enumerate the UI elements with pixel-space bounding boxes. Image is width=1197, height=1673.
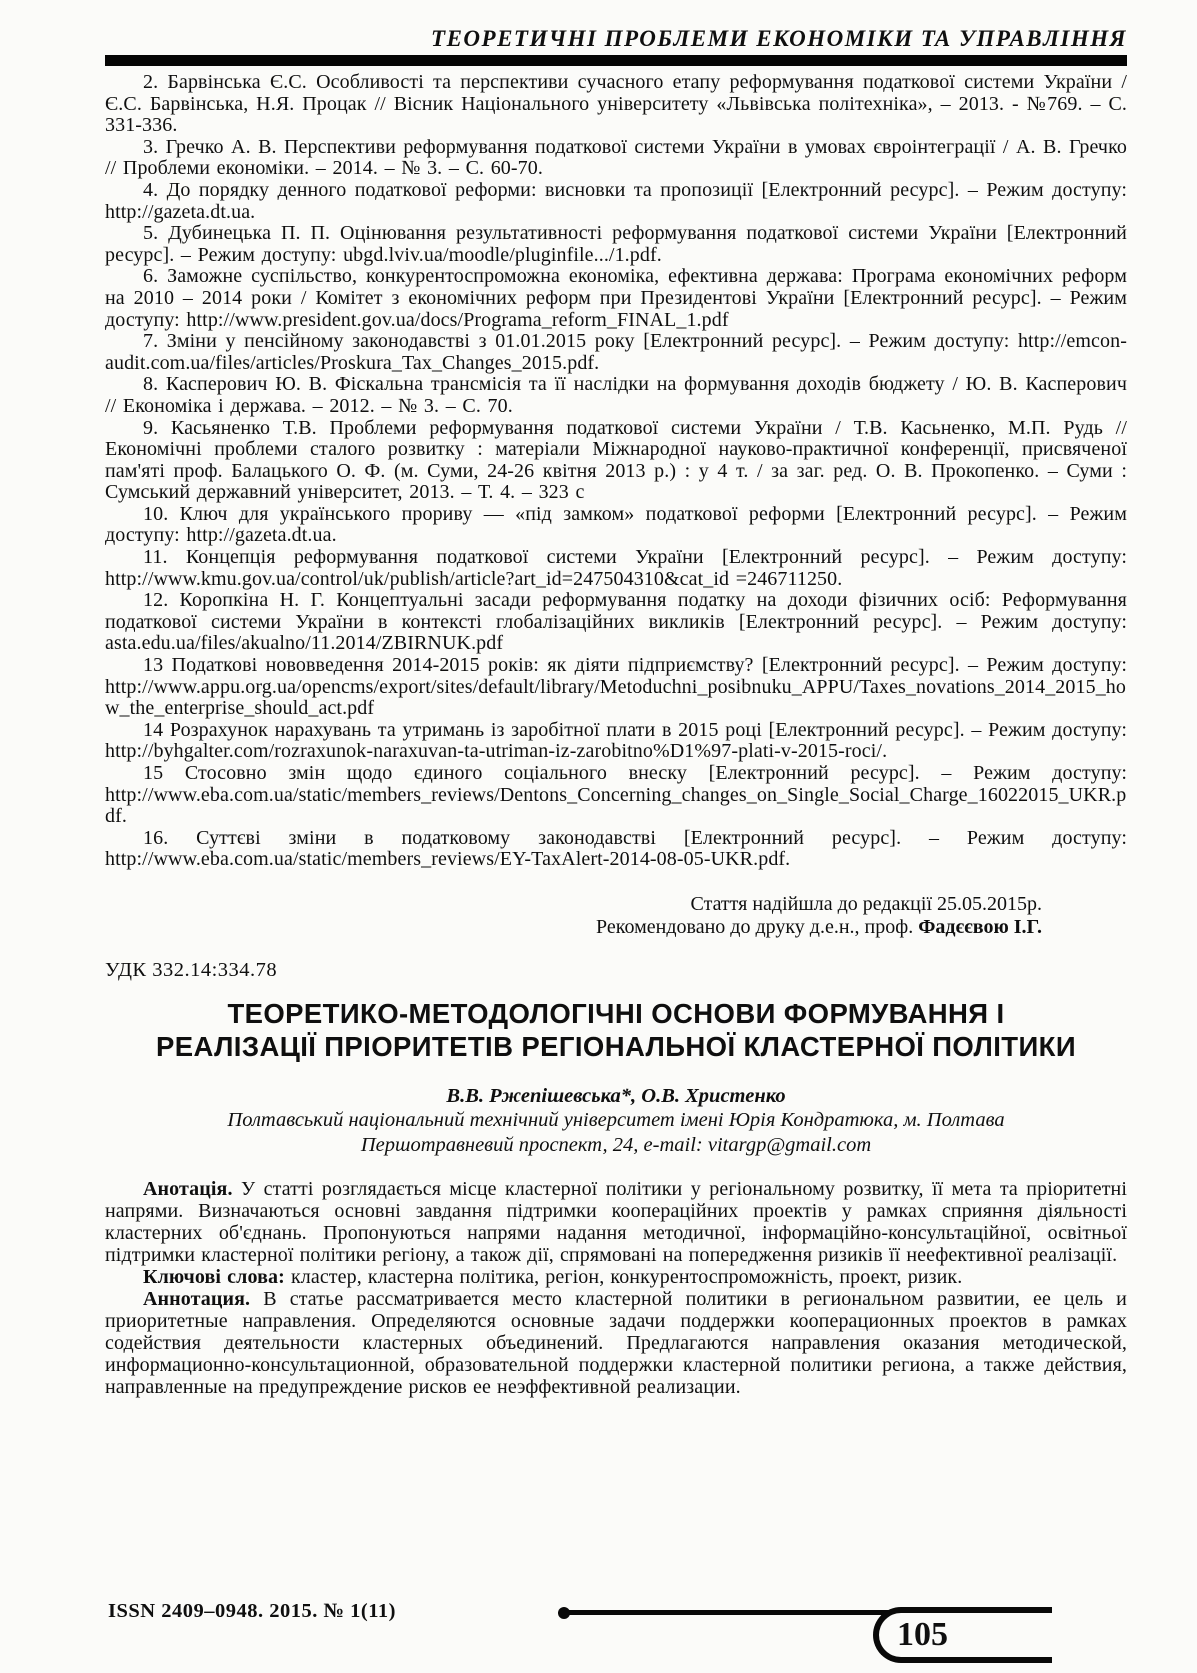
reference-item: 2. Барвінська Є.С. Особливості та перспективи сучасного етапу реформування податкової системи України / Є.С. Барвінська, Н.Я. Процак // Вісник Національного університету «Львівська політехніка», – 2013. - №769. – С. 331-336. (105, 71, 1127, 137)
page-footer (0, 1588, 1197, 1653)
article-title (105, 997, 1127, 1063)
reference-item: 5. Дубинецька П. П. Оцінювання результативності реформування податкової системи України [Електронний ресурс]. – Режим доступу: ubgd.lviv.ua/moodle/pluginfile.../1.pdf. (105, 222, 1127, 266)
reference-item: 9. Касьяненко Т.В. Проблеми реформування податкової системи України / Т.В. Касьненко, М.П. Рудь // Економічні проблеми сталого розвитку : матеріали Міжнародної науково-практичної конференції, присвяченої пам'яті проф. Балацького О. Ф. (м. Суми, 24-26 квітня 2013 р.) : у 4 т. / за заг. ред. О. В. Прокопенко. – Суми : Сумський державний університет, 2013. – Т. 4. – 323 с (105, 416, 1127, 504)
issn-label: ISSN 2409–0948. 2015. № 1(11) (108, 1600, 396, 1622)
abstract-ru-label: Аннотация. (143, 1287, 251, 1310)
abstract-ua (105, 1178, 1127, 1266)
recommended-note-prefix: Рекомендовано до друку д.е.н., проф. (596, 915, 919, 938)
abstract-ru (105, 1288, 1127, 1398)
recommended-note (105, 916, 1127, 939)
reference-item: 16. Суттєві зміни в податковому законодавстві [Електронний ресурс]. – Режим доступу: http://www.eba.com.ua/static/members_reviews/EY-TaxAlert-2014-08-05-UKR.pdf. (105, 826, 1127, 871)
reference-item: 15 Стосовно змін щодо єдиного соціального внеску [Електронний ресурс]. – Режим доступу: http://www.eba.com.ua/static/members_reviews/Dentons_Concerning_changes_on_Single_Social_Charge_16022015_UKR.pdf. (105, 762, 1127, 828)
page-number-badge (873, 1607, 1052, 1663)
reference-item: 14 Розрахунок нарахувань та утримань із заробітної плати в 2015 році [Електронний ресурс]. – Режим доступу: http://byhgalter.com/rozraxunok-naraxuvan-ta-utriman-iz-zarobitno%D1%97-plati-v-2015-roci/. (105, 718, 1127, 763)
reference-item: 7. Зміни у пенсійному законодавстві з 01.01.2015 року [Електронний ресурс]. – Режим доступу: http://emcon-audit.com.ua/files/articles/Proskura_Tax_Changes_2015.pdf. (105, 330, 1127, 374)
address-line: Першотравневий проспект, 24, e-mail: vitargp@gmail.com (360, 1133, 872, 1156)
footer-rule-dot (558, 1607, 570, 1619)
keywords-ua-label: Ключові слова: (143, 1265, 285, 1288)
reference-item: 6. Заможне суспільство, конкурентоспроможна економіка, ефективна держава: Програма економічних реформ на 2010 – 2014 роки / Комітет з економічних реформ при Президентові України [Електронний ресурс]. – Режим доступу: http://www.president.gov.ua/docs/Programa_reform_FINAL_1.pdf (105, 265, 1127, 331)
reference-item: 8. Касперович Ю. В. Фіскальна трансмісія та її наслідки на формування доходів бюджету / Ю. В. Касперович // Економіка і держава. – 2012. – № 3. – С. 70. (105, 373, 1127, 417)
references-list (105, 72, 1127, 871)
abstract-ru-text: В статье рассматривается место кластерной политики в региональном развитии, ее цель и приоритетные направления. Определяются основные задачи поддержки кооперационных проектов в рамках содействия деятельности кластерных объединений. Предлагаются направления оказания методической, информационно-консультационной, образовательной поддержки кластерной политики региона, а также действия, направленные на предупреждение рисков ее неэффективной реализации. (105, 1287, 1127, 1398)
footer-rule (562, 1610, 1048, 1653)
reference-item: 12. Коропкіна Н. Г. Концептуальні засади реформування податку на доходи фізичних осіб: Реформування податкової системи України в контексті глобалізаційних викликів [Електронний ресурс]. – Режим доступу: asta.edu.ua/files/akualno/11.2014/ZBIRNUK.pdf (105, 589, 1127, 655)
keywords-ua (105, 1266, 1127, 1288)
reference-item: 10. Ключ для українського прориву — «під замком» податкової реформи [Електронний ресурс]. – Режим доступу: http://gazeta.dt.ua. (105, 502, 1127, 547)
article-title-line: ТЕОРЕТИКО-МЕТОДОЛОГІЧНІ ОСНОВИ ФОРМУВАННЯ І (227, 997, 1005, 1029)
received-note: Стаття надійшла до редакції 25.05.2015р. (690, 892, 1042, 915)
reference-item: 11. Концепція реформування податкової системи України [Електронний ресурс]. – Режим доступу: http://www.kmu.gov.ua/control/uk/publish/article?art_id=247504310&cat_id =246711250. (105, 546, 1127, 590)
recommended-note-name: Фадєєвою І.Г. (918, 915, 1042, 938)
journal-running-head: ТЕОРЕТИЧНІ ПРОБЛЕМИ ЕКОНОМІКИ ТА УПРАВЛІННЯ (431, 26, 1127, 51)
reference-item: 13 Податкові нововведення 2014-2015 років: як діяти підприємству? [Електронний ресурс]. – Режим доступу: http://www.appu.org.ua/opencms/export/sites/default/library/Metoduchni_posibnuku_APPU/Taxes_novations_2014_2015_how_the_enterprise_should_act.pdf (105, 654, 1127, 720)
article-title-line: РЕАЛІЗАЦІЇ ПРІОРИТЕТІВ РЕГІОНАЛЬНОЇ КЛАСТЕРНОЇ ПОЛІТИКИ (156, 1030, 1076, 1062)
udc-code: УДК 332.14:334.78 (105, 958, 278, 981)
reference-item: 4. До порядку денного податкової реформи: висновки та пропозиції [Електронний ресурс]. – Режим доступу: http://gazeta.dt.ua. (105, 178, 1127, 223)
reference-item: 3. Гречко А. В. Перспективи реформування податкової системи України в умовах євроінтеграції / А. В. Гречко // Проблеми економіки. – 2014. – № 3. – С. 60-70. (105, 135, 1127, 180)
keywords-ua-text: кластер, кластерна політика, регіон, конкурентоспроможність, проект, ризик. (284, 1265, 963, 1288)
abstract-ua-text: У статті розглядається місце кластерної політики у регіональному розвитку, її мета та пріоритетні напрями. Визначаються основні завдання підтримки коопераційних проектів у рамках сприяння діяльності кластерних об'єднань. Пропонуються напрями надання методичної, інформаційно-консультаційної, освітньої підтримки кластерної політики регіону, а також дії, спрямовані на попередження ризиків її неефективної реалізації. (105, 1177, 1127, 1266)
affiliation-line: Полтавський національний технічний університет імені Юрія Кондратюка, м. Полтава (227, 1108, 1005, 1131)
abstract-ua-label: Анотація. (143, 1177, 233, 1200)
page-number: 105 (897, 1616, 948, 1653)
authors-line: В.В. Ржепішевська*, О.В. Христенко (446, 1084, 786, 1107)
header-rule (105, 55, 1127, 66)
